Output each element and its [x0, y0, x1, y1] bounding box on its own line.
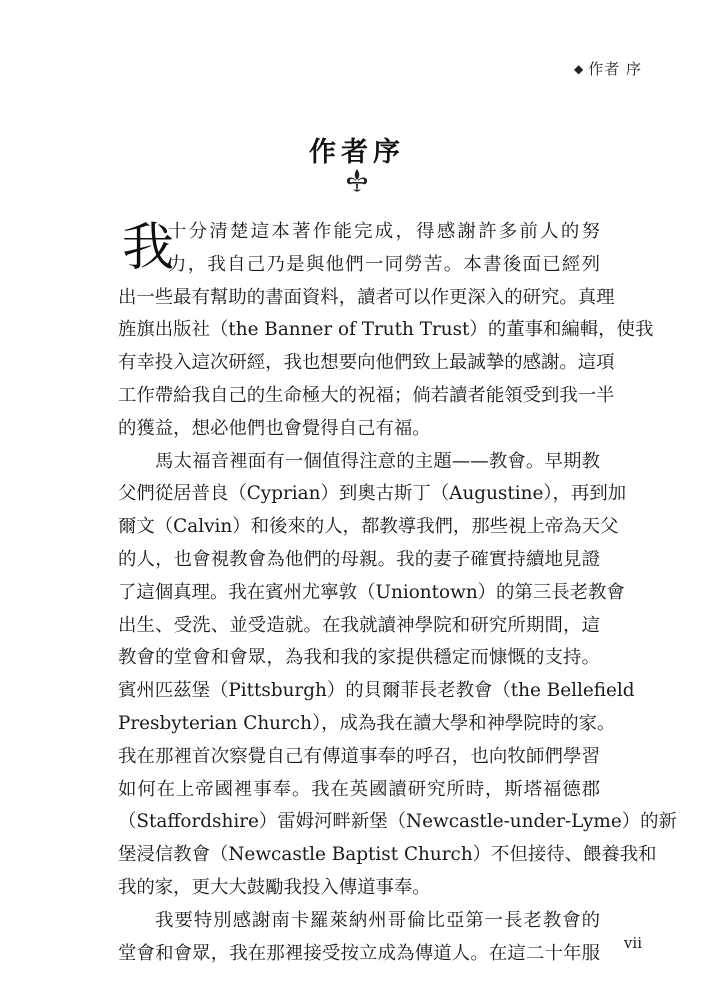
text-line: 出生、受洗、並受造就。在我就讀神學院和研究所期間，這 [118, 614, 600, 636]
paragraph-3 [118, 905, 600, 971]
running-title: 作者 序 [588, 60, 642, 78]
text-line: 馬太福音裡面有一個值得注意的主題——教會。早期教 [155, 450, 600, 472]
text-line: 爾文（Calvin）和後來的人，都教導我們，那些視上帝為天父 [118, 516, 619, 538]
text-line: Presbyterian Church），成為我在讀大學和神學院時的家。 [118, 712, 616, 734]
text-line: 如何在上帝國裡事奉。我在英國讀研究所時，斯塔福德郡 [118, 778, 600, 800]
paragraph-1 [118, 216, 654, 446]
text-line: 的獲益，想必他們也會覺得自己有福。 [118, 417, 431, 439]
text-line: 堡浸信教會（Newcastle Baptist Church）不但接待、餵養我和 [118, 844, 657, 866]
drop-cap: 我 [122, 218, 175, 278]
chapter-title: 作者序 [309, 137, 405, 168]
text-line: 有幸投入這次研經，我也想要向他們致上最誠摯的感謝。這項 [118, 352, 615, 374]
text-line: 賓州匹茲堡（Pittsburgh）的貝爾菲長老教會（the Bellefield [118, 680, 635, 702]
page-number: vii [623, 934, 642, 952]
text-line: 旌旗出版社（the Banner of Truth Trust）的董事和編輯，使我 [118, 319, 654, 341]
text-line: 我在那裡首次察覺自己有傳道事奉的呼召，也向牧師們學習 [118, 745, 600, 767]
paragraph-2 [118, 446, 677, 905]
fleur-de-lis-icon [343, 168, 371, 192]
text-line: 父們從居普良（Cyprian）到奧古斯丁（Augustine），再到加 [118, 483, 627, 505]
text-line: 了這個真理。我在賓州尤寧敦（Uniontown）的第三長老教會 [118, 581, 625, 603]
running-header [574, 58, 642, 79]
text-line: （Staffordshire）雷姆河畔新堡（Newcastle-under-Lyme）的新 [118, 811, 677, 833]
text-line: 出一些最有幫助的書面資料，讀者可以作更深入的研究。真理 [118, 286, 615, 308]
diamond-icon: ◆ [573, 62, 585, 76]
text-line: 堂會和會眾，我在那裡接受按立成為傳道人。在這二十年服 [118, 942, 600, 964]
text-line: 我要特別感謝南卡羅萊納州哥倫比亞第一長老教會的 [155, 909, 600, 931]
text-line: 工作帶給我自己的生命極大的祝福；倘若讀者能領受到我一半 [118, 384, 615, 406]
text-line: 力，我自己乃是與他們一同勞苦。本書後面已經列 [168, 253, 600, 275]
text-line: 的人，也會視教會為他們的母親。我的妻子確實持續地見證 [118, 548, 600, 570]
text-line: 十分清楚這本著作能完成，得感謝許多前人的努 [168, 221, 600, 242]
text-line: 教會的堂會和會眾，為我和我的家提供穩定而慷慨的支持。 [118, 647, 600, 669]
text-line: 我的家，更大大鼓勵我投入傳道事奉。 [118, 876, 431, 898]
